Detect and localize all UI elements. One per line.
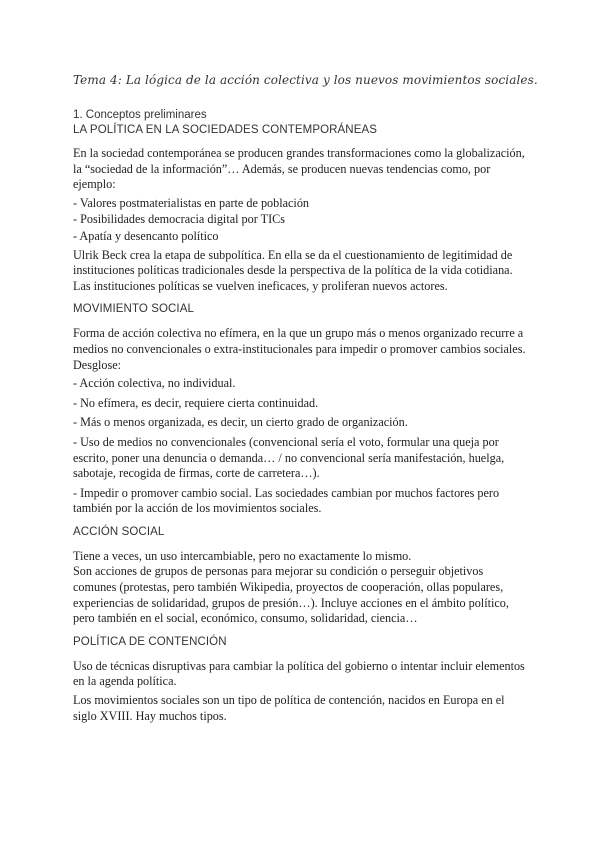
section-accion-social (73, 525, 528, 627)
section-outro: Ulrik Beck crea la etapa de subpolítica. En ella se da el cuestionamiento de legitimidad de instituciones políticas tradicionales desde la perspectiva de la política de la vida cotidiana. Las instituciones políticas se vuelven ineficaces, y proliferan nuevos actores. (73, 247, 513, 293)
section-heading: MOVIMIENTO SOCIAL (73, 303, 194, 316)
document-title: Tema 4: La lógica de la acción colectiva y los nuevos movimientos sociales. (73, 73, 538, 87)
section-heading: LA POLÍTICA EN LA SOCIEDADES CONTEMPORÁNEAS (73, 124, 378, 136)
list-item: - No efímera, es decir, requiere cierta continuidad. (73, 395, 319, 410)
list-item: - Valores postmaterialistas en parte de población (73, 195, 310, 210)
list-item: - Acción colectiva, no individual. (73, 376, 236, 391)
section-paragraph: Uso de técnicas disruptivas para cambiar la política del gobierno o intentar incluir elementos en la agenda política. (73, 658, 525, 689)
section-intro: Forma de acción colectiva no efímera, en la que un grupo más o menos organizado recurre a medios no convencionales o extra-institucionales para impedir o promover cambios sociales. Desglose: (73, 326, 526, 372)
list-item: - Impedir o promover cambio social. Las sociedades cambian por muchos factores pero también por la acción de los movimientos sociales. (73, 485, 500, 516)
section-intro: En la sociedad contemporánea se producen grandes transformaciones como la globalización, la “sociedad de la información”… Además, se producen nuevas tendencias como, por ejemplo: (73, 146, 525, 192)
list-item: - Más o menos organizada, es decir, un cierto grado de organización. (73, 415, 408, 430)
bullet-list (73, 196, 528, 245)
bullet-list (73, 376, 528, 517)
section-heading: ACCIÓN SOCIAL (73, 525, 165, 538)
section-politica-contencion (73, 635, 528, 724)
section-politica-sociedades (73, 123, 528, 294)
list-item: - Uso de medios no convencionales (convencional sería el voto, formular una queja por escrito, poner una denuncia o demanda… / no convencional sería manifestación, huelga, sabotaje, recogida de firmas, corte de carretera…). (73, 434, 505, 481)
section-paragraph: Son acciones de grupos de personas para mejorar su condición o perseguir objetivos comunes (protestas, pero también Wikipedia, proyectos de cooperación, ollas populares, experiencias de solidaridad, grupos de presión…). Incluye acciones en el ámbito político, pero también en el social, económico, consumo, solidaridad, ciencia… (73, 564, 509, 626)
list-item: - Apatía y desencanto político (73, 228, 219, 243)
section-heading: POLÍTICA DE CONTENCIÓN (73, 635, 227, 648)
list-item: - Posibilidades democracia digital por TICs (73, 212, 285, 227)
document-page (73, 70, 538, 727)
subheading: 1. Conceptos preliminares (73, 109, 207, 121)
section-paragraph: Los movimientos sociales son un tipo de política de contención, nacidos en Europa en el siglo XVIII. Hay muchos tipos. (73, 693, 505, 723)
section-movimiento-social (73, 302, 528, 517)
section-paragraph: Tiene a veces, un uso intercambiable, pero no exactamente lo mismo. (73, 548, 412, 563)
